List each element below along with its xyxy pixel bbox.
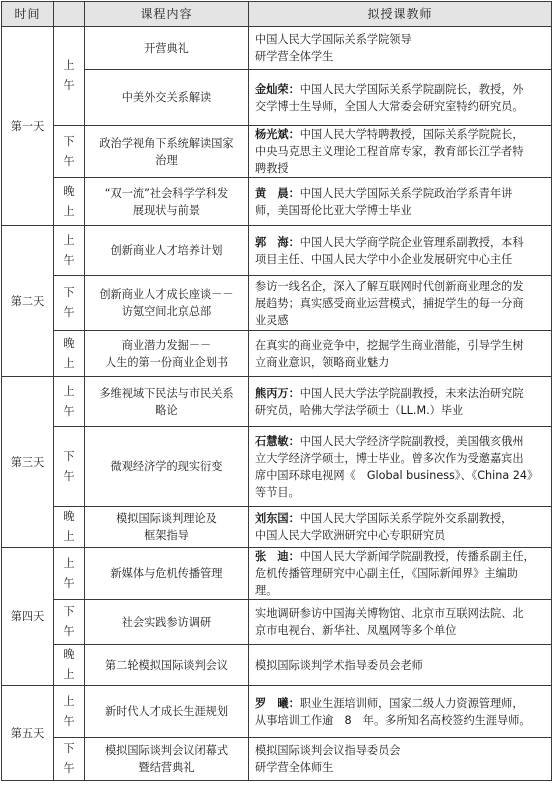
session-label [54,27,85,126]
schedule-row [2,686,552,738]
teacher-text: 参访一线名企，深入了解互联网时代创新商业理念的发 [255,279,524,293]
header-course: 课程内容 [85,2,249,27]
session-label [54,600,85,645]
teacher-line [255,548,547,565]
text-line: 下 [63,134,75,148]
text-line: 多维视域下民法与市民关系 [99,386,234,400]
course-cell [85,331,249,377]
teacher-text: 理。 [255,584,278,597]
teacher-text: 聘教授 [255,162,289,175]
schedule-row [2,507,552,548]
text-line: 政治学视角下系统解读国家 [99,136,234,150]
course-cell [85,645,249,686]
teacher-name: 熊丙万： [255,386,300,400]
schedule-row [2,600,552,645]
teacher-line [255,31,547,48]
text-line: 上 [63,233,75,247]
teacher-line [255,433,547,450]
teacher-text: 业灵感 [255,313,289,327]
course-cell [85,686,249,738]
teacher-line [255,605,547,622]
session-label [54,377,85,427]
schedule-row [2,738,552,781]
teacher-text: 立大学经济学硕士，博士毕业。曾多次作为受邀嘉宾出 [255,451,524,465]
header-time: 时间 [2,2,54,27]
teacher-line [255,337,547,354]
text-line: 略论 [155,403,178,417]
text-line: 晚 [63,510,75,523]
teacher-text: 实地调研参访中国海关博物馆、北京市互联网法院、北 [255,607,524,620]
teacher-text: 中国人民大学国际关系学院外交系副教授， [299,512,513,525]
teacher-line [255,712,547,729]
header-session [54,2,85,27]
text-line: 下 [63,605,75,618]
session-label [54,686,85,738]
text-line: 上 [63,356,75,370]
text-line: 午 [63,625,75,638]
teacher-line [255,484,547,501]
teacher-text: 项目主任、中国人民大学中小企业发展研究中心主任 [255,252,513,266]
course-cell [85,27,249,70]
text-line: 上 [63,204,75,218]
text-line: 午 [63,79,75,92]
course-cell [85,377,249,427]
schedule-row [2,70,552,126]
teacher-text: 席中国环球电视网《 Global business》、《China 24》 [255,468,539,482]
text-line: 晚 [63,336,75,350]
teacher-text: 交学博士生导师，全国人大常委会研究室特约研究员。 [255,99,524,113]
day-label: 第三天 [2,377,54,548]
text-line: 上 [63,384,75,398]
text-line: 下 [63,286,75,299]
course-cell [85,427,249,507]
session-label [54,427,85,507]
teacher-text: 研学营全体学生 [255,50,334,63]
text-line: 午 [63,306,75,319]
teacher-text: 职业生涯培训师，国家二级人力资源管理师， [299,696,524,710]
teacher-cell [249,686,552,738]
text-line: 午 [63,154,75,168]
text-line: 商业潜力发掘－－ [121,338,212,352]
teacher-text: 中国人民大学法学院副教授，未来法治研究院 [299,386,524,400]
teacher-text: 中央马克思主义理论工程首席专家，教育部长江学者特 [255,145,524,158]
teacher-text: 中国人民大学经济学院副教授，美国俄亥俄州 [299,434,524,448]
text-line: 上 [63,59,75,72]
course-cell [85,738,249,781]
text-line: 午 [63,714,75,728]
teacher-cell [249,226,552,276]
text-line: 午 [63,404,75,418]
text-line: 晚 [63,648,75,661]
schedule-row [2,178,552,226]
text-line: 中美外交关系解读 [121,91,212,104]
text-line: 第二轮模拟国际谈判会议 [104,658,229,672]
schedule-row [2,427,552,507]
day-label: 第四天 [2,548,54,686]
text-line: 展现状与前景 [132,203,201,217]
teacher-line [255,759,547,776]
text-line: 上 [63,556,75,570]
schedule-row [2,27,552,70]
session-label [54,226,85,276]
teacher-line [255,295,547,312]
teacher-cell [249,178,552,226]
teacher-line [255,450,547,467]
teacher-line [255,185,547,202]
teacher-line [255,278,547,295]
teacher-line [255,312,547,329]
header-row [2,2,552,27]
teacher-line [255,622,547,639]
session-label [54,738,85,781]
teacher-line [255,98,547,115]
teacher-line [255,565,547,582]
teacher-text: 等节目。 [255,485,300,499]
teacher-text: 展趋势；真实感受商业运营模式，捕捉学生的每一分商 [255,296,524,310]
teacher-line [255,251,547,268]
course-cell [85,178,249,226]
session-label [54,178,85,226]
text-line: 晚 [63,184,75,198]
course-cell [85,548,249,600]
teacher-line [255,657,547,674]
teacher-cell [249,126,552,178]
teacher-line [255,582,547,599]
teacher-line [255,160,547,177]
day-label: 第二天 [2,226,54,377]
teacher-name: 黄 晨： [255,186,300,200]
session-label [54,276,85,331]
teacher-cell [249,331,552,377]
text-line: 上 [63,694,75,708]
teacher-name: 郭 海： [255,235,300,249]
teacher-cell [249,738,552,781]
teacher-text: 危机传播管理研究中心副主任，《国际新闻界》主编助 [255,567,518,580]
course-cell [85,126,249,178]
teacher-cell [249,276,552,331]
teacher-line [255,510,547,527]
text-line: 人生的第一份商业企划书 [104,355,229,369]
teacher-text: 中国人民大学国际关系学院副院长，教授，外 [299,82,524,96]
text-line: 午 [63,469,75,483]
schedule-row [2,276,552,331]
teacher-text: 研究员，哈佛大学法学硕士（LL.M.）毕业 [255,403,464,417]
text-line: 午 [63,576,75,590]
session-label [54,548,85,600]
text-line: 框架指导 [144,529,189,542]
teacher-line [255,385,547,402]
teacher-cell [249,645,552,686]
text-line: 模拟国际谈判理论及 [116,512,217,525]
teacher-cell [249,600,552,645]
teacher-text: 中国人民大学欧洲研究中心专职研究员 [255,529,446,542]
text-line: 下 [63,449,75,463]
text-line: 上 [63,668,75,681]
schedule-row [2,226,552,276]
teacher-text: 师，美国哥伦比亚大学博士毕业 [255,203,412,217]
teacher-text: 在真实的商业竞争中，挖掘学生商业潜能，引导学生树 [255,338,524,352]
teacher-line [255,467,547,484]
teacher-cell [249,548,552,600]
teacher-line [255,81,547,98]
teacher-text: 模拟国际谈判学术指导委员会老师 [255,658,423,672]
text-line: 创新商业人才培养计划 [110,244,223,257]
teacher-cell [249,377,552,427]
course-cell [85,600,249,645]
schedule-row [2,377,552,427]
teacher-line [255,143,547,160]
text-line: 开营典礼 [144,41,189,55]
teacher-line [255,402,547,419]
text-line: 模拟国际谈判会议闭幕式 [104,744,229,757]
teacher-text: 中国人民大学特聘教授，国际关系学院院长， [299,128,524,141]
text-line: 创新商业人才成长座谈－－ [99,288,234,301]
session-label [54,126,85,178]
text-line: 治理 [155,153,178,167]
text-line: 微观经济学的现实衍变 [110,460,223,473]
teacher-text: 模拟国际谈判会议指导委员会 [255,744,401,757]
text-line: 新媒体与危机传播管理 [110,567,223,580]
teacher-name: 罗 曦： [255,696,300,710]
teacher-line [255,126,547,143]
text-line: 午 [63,253,75,267]
teacher-text: 京市电视台、新华社、凤凰网等多个单位 [255,624,457,637]
session-label [54,645,85,686]
text-line: 暨结营典礼 [138,761,195,774]
teacher-text: 中国人民大学商学院企业管理系副教授，本科 [299,235,524,249]
teacher-name: 杨光斌： [255,128,300,141]
schedule-row [2,331,552,377]
teacher-name: 石慧敏： [255,434,300,448]
teacher-name: 金灿荣： [255,82,300,96]
teacher-line [255,234,547,251]
teacher-text: 立商业意识，领略商业魅力 [255,355,390,369]
course-cell [85,70,249,126]
teacher-name: 张 迪： [255,550,300,563]
teacher-text: 中国人民大学新闻学院副教授，传播系副主任， [299,550,535,563]
day-label: 第一天 [2,27,54,226]
schedule-table [1,1,552,781]
teacher-line [255,742,547,759]
teacher-text: 中国人民大学国际关系学院领导 [255,33,412,46]
teacher-name: 刘东国： [255,512,300,525]
header-teacher: 拟授课教师 [249,2,552,27]
text-line: 午 [63,762,75,775]
text-line: 新时代人才成长生涯规划 [104,705,229,718]
text-line: 社会实践参访调研 [121,615,212,629]
teacher-cell [249,70,552,126]
text-line: 下 [63,742,75,755]
course-cell [85,226,249,276]
course-cell [85,507,249,548]
course-cell [85,276,249,331]
text-line: 上 [63,530,75,543]
teacher-text: 从事培训工作逾 8 年。多所知名高校签约生涯导师。 [255,713,531,727]
schedule-row [2,548,552,600]
teacher-cell [249,27,552,70]
teacher-cell [249,427,552,507]
text-line: 访氪空间北京总部 [121,305,212,318]
schedule-row [2,126,552,178]
teacher-line [255,527,547,544]
teacher-cell [249,507,552,548]
day-label: 第五天 [2,686,54,781]
text-line: “双一流”社会科学学科发 [104,186,229,200]
schedule-row [2,645,552,686]
teacher-text: 中国人民大学国际关系学院政治学系青年讲 [299,186,513,200]
teacher-line [255,695,547,712]
teacher-line [255,48,547,65]
teacher-text: 研学营全体师生 [255,761,334,774]
teacher-line [255,354,547,371]
teacher-line [255,202,547,219]
session-label [54,507,85,548]
session-label [54,331,85,377]
